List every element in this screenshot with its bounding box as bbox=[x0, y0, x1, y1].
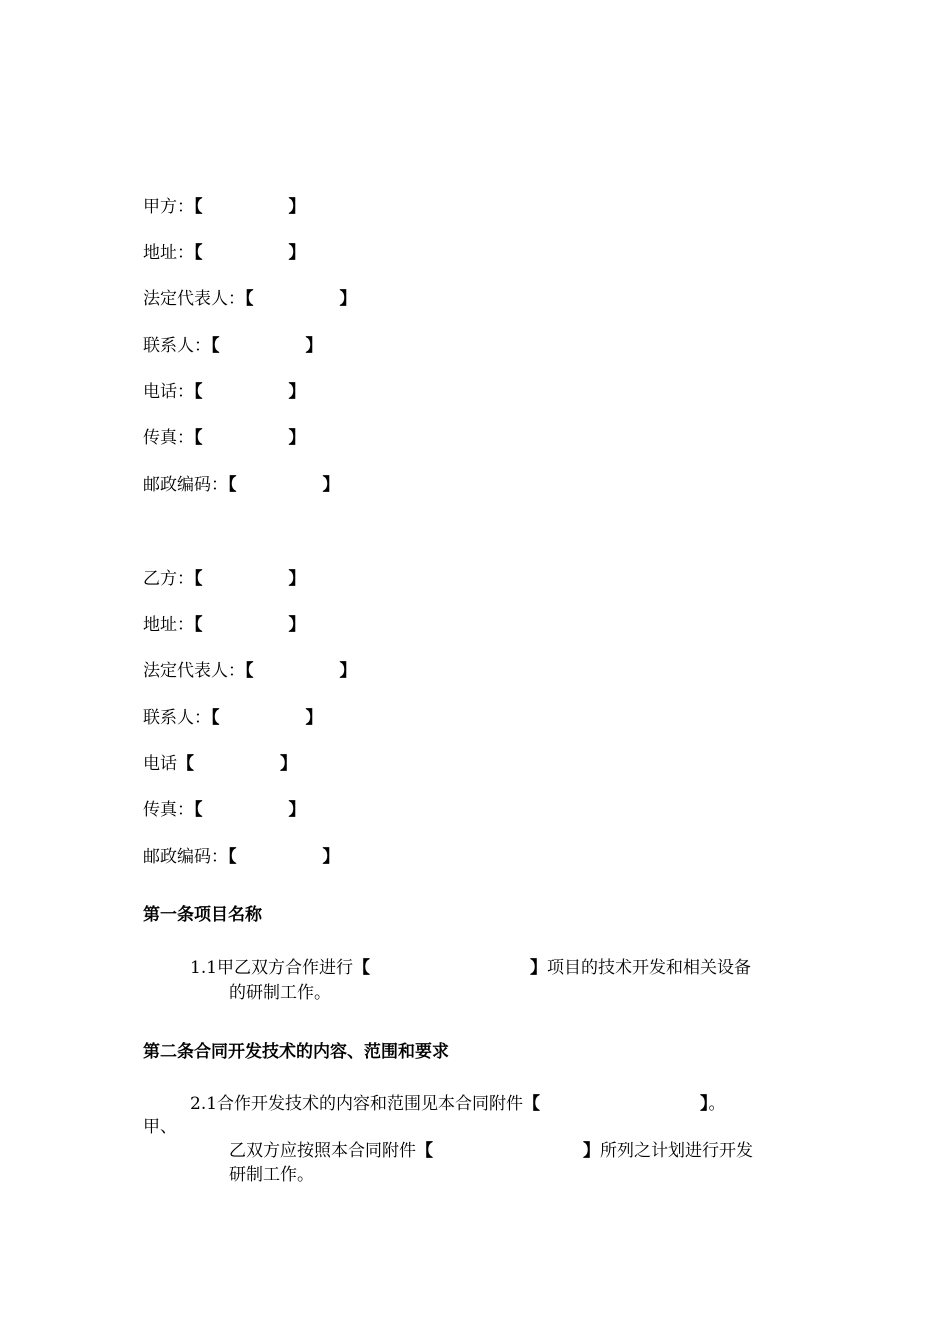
bracket-open: 【 bbox=[228, 847, 237, 867]
bracket-close: 】 bbox=[583, 1141, 600, 1161]
clause-text: 所列之计划进行开发 bbox=[600, 1141, 753, 1161]
field-label: 乙方： bbox=[143, 569, 194, 589]
bracket-close: 】 bbox=[322, 847, 340, 867]
field-label: 电话 bbox=[143, 754, 177, 774]
bracket-close: 】 bbox=[288, 615, 306, 635]
clause-1-1 bbox=[190, 957, 751, 979]
party-a-name-field bbox=[143, 196, 306, 218]
party-b-contact-field bbox=[143, 707, 323, 729]
party-b-address-field bbox=[143, 614, 306, 636]
field-label: 法定代表人： bbox=[143, 289, 245, 309]
bracket-close: 】 bbox=[288, 428, 306, 448]
bracket-open: 【 bbox=[194, 428, 203, 448]
bracket-open: 【 bbox=[211, 708, 220, 728]
party-b-representative-field bbox=[143, 660, 357, 682]
clause-text: 。 bbox=[708, 1094, 726, 1114]
bracket-close: 】 bbox=[288, 243, 306, 263]
field-label: 地址： bbox=[143, 243, 194, 263]
field-label: 邮政编码： bbox=[143, 475, 228, 495]
article-2-title: 第二条合同开发技术的内容、范围和要求 bbox=[143, 1042, 449, 1062]
bracket-open: 【 bbox=[353, 958, 371, 978]
bracket-open: 【 bbox=[523, 1094, 541, 1114]
party-b-name-field bbox=[143, 568, 306, 590]
party-a-contact-field bbox=[143, 335, 323, 357]
clause-text: 乙双方应按照本合同附件 bbox=[229, 1141, 416, 1161]
bracket-open: 【 bbox=[194, 243, 203, 263]
bracket-close: 】 bbox=[305, 336, 323, 356]
clause-number: 1.1 bbox=[190, 958, 218, 978]
bracket-close: 】 bbox=[339, 661, 357, 681]
clause-text: 甲乙双方合作进行 bbox=[217, 958, 354, 978]
clause-2-1-line2 bbox=[229, 1140, 753, 1162]
field-label: 联系人： bbox=[143, 708, 211, 728]
field-label: 传真： bbox=[143, 428, 194, 448]
clause-1-1-continuation: 的研制工作。 bbox=[229, 983, 331, 1003]
bracket-open: 【 bbox=[228, 475, 237, 495]
bracket-open: 【 bbox=[245, 289, 254, 309]
clause-2-1 bbox=[190, 1093, 726, 1115]
bracket-open: 【 bbox=[211, 336, 220, 356]
bracket-close: 】 bbox=[700, 1094, 709, 1114]
bracket-close: 】 bbox=[280, 754, 297, 774]
field-label: 联系人： bbox=[143, 336, 211, 356]
bracket-open: 【 bbox=[194, 569, 203, 589]
bracket-close: 】 bbox=[339, 289, 357, 309]
party-b-postcode-field bbox=[143, 846, 340, 868]
clause-2-1-wrap: 甲、 bbox=[143, 1117, 177, 1137]
party-a-postcode-field bbox=[143, 474, 340, 496]
party-b-phone-field bbox=[143, 753, 297, 775]
field-label: 传真： bbox=[143, 800, 194, 820]
clause-text: 合作开发技术的内容和范围见本合同附件 bbox=[217, 1094, 524, 1114]
bracket-close: 】 bbox=[530, 958, 548, 978]
field-label: 电话： bbox=[143, 382, 194, 402]
bracket-open: 【 bbox=[194, 615, 203, 635]
bracket-close: 】 bbox=[288, 569, 306, 589]
bracket-close: 】 bbox=[288, 800, 306, 820]
field-label: 邮政编码： bbox=[143, 847, 228, 867]
clause-number: 2.1 bbox=[190, 1094, 218, 1114]
party-a-fax-field bbox=[143, 427, 306, 449]
bracket-open: 【 bbox=[194, 800, 203, 820]
party-b-fax-field bbox=[143, 799, 306, 821]
party-a-address-field bbox=[143, 242, 306, 264]
party-a-phone-field bbox=[143, 381, 306, 403]
bracket-open: 【 bbox=[245, 661, 254, 681]
bracket-open: 【 bbox=[194, 382, 203, 402]
article-1-title: 第一条项目名称 bbox=[143, 905, 262, 925]
bracket-close: 】 bbox=[322, 475, 340, 495]
bracket-close: 】 bbox=[288, 382, 306, 402]
clause-text: 项目的技术开发和相关设备 bbox=[547, 958, 752, 978]
bracket-open: 【 bbox=[416, 1141, 433, 1161]
field-label: 甲方： bbox=[143, 197, 194, 217]
bracket-open: 【 bbox=[194, 197, 203, 217]
party-a-representative-field bbox=[143, 288, 357, 310]
bracket-close: 】 bbox=[305, 708, 323, 728]
field-label: 地址： bbox=[143, 615, 194, 635]
clause-2-1-continuation: 研制工作。 bbox=[229, 1165, 314, 1185]
field-label: 法定代表人： bbox=[143, 661, 245, 681]
bracket-close: 】 bbox=[288, 197, 306, 217]
bracket-open: 【 bbox=[177, 754, 194, 774]
